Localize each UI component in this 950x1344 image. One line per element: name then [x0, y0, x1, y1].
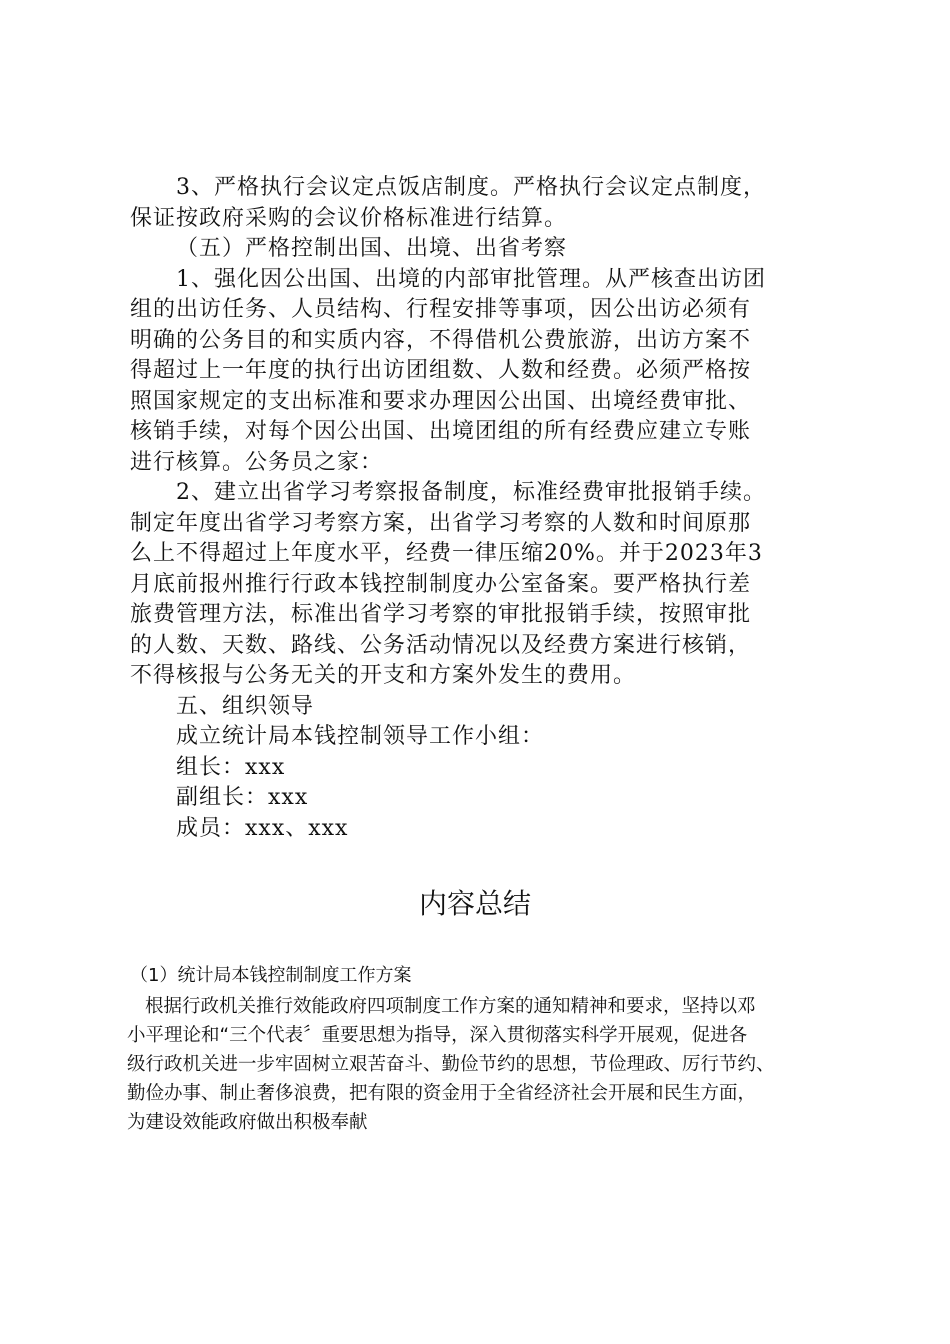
summary-line: 级行政机关进一步牢固树立艰苦奋斗、勤俭节约的思想，节俭理政、厉行节约、	[127, 1054, 775, 1075]
paragraph-line: 么上不得超过上年度水平，经费一律压缩20%。并于2023年3	[130, 541, 763, 566]
paragraph-line: 2、建立出省学习考察报备制度，标准经费审批报销手续。	[176, 480, 766, 505]
members-line: 成员：xxx、xxx	[176, 815, 349, 841]
document-body	[130, 173, 830, 844]
deputy-leader-line: 副组长：xxx	[176, 785, 309, 810]
paragraph-line: 进行核算。公务员之家：	[130, 449, 384, 475]
summary-title: 内容总结	[418, 887, 531, 920]
section-heading: 五、组织领导	[176, 693, 315, 719]
paragraph-line: 组的出访任务、人员结构、行程安排等事项，因公出访必须有	[130, 297, 752, 322]
paragraph-line: 成立统计局本钱控制领导工作小组：	[176, 724, 545, 749]
section-heading: （五）严格控制出国、出境、出省考察	[176, 236, 568, 261]
paragraph-line: 的人数、天数、路线、公务活动情况以及经费方案进行核销，	[130, 632, 752, 658]
paragraph-line: 1、强化因公出国、出境的内部审批管理。从严核查出访团	[176, 266, 766, 292]
paragraph-line: 照国家规定的支出标准和要求办理因公出国、出境经费审批、	[130, 388, 752, 414]
summary-line: 根据行政机关推行效能政府四项制度工作方案的通知精神和要求，坚持以邓	[145, 996, 756, 1017]
summary-line: 小平理论和“三个代表〞重要思想为指导，深入贯彻落实科学开展观，促进各	[127, 1025, 748, 1046]
paragraph-line: 得超过上一年度的执行出访团组数、人数和经费。必须严格按	[130, 358, 752, 383]
paragraph-line: 保证按政府采购的会议价格标准进行结算。	[130, 205, 568, 231]
paragraph-line: 明确的公务目的和实质内容，不得借机公费旅游，出访方案不	[130, 327, 752, 353]
summary-line: 勤俭办事、制止奢侈浪费，把有限的资金用于全省经济社会开展和民生方面，	[127, 1083, 757, 1104]
paragraph-line: 旅费管理方法，标准出省学习考察的审批报销手续，按照审批	[130, 602, 752, 627]
paragraph-line: 核销手续，对每个因公出国、出境团组的所有经费应建立专账	[130, 419, 752, 444]
summary-line: 为建设效能政府做出积极奉献	[127, 1112, 368, 1133]
paragraph-line: 不得核报与公务无关的开支和方案外发生的费用。	[130, 663, 637, 688]
paragraph-line: 3、严格执行会议定点饭店制度。严格执行会议定点制度，	[176, 175, 766, 200]
paragraph-line: 月底前报州推行行政本钱控制制度办公室备案。要严格执行差	[130, 571, 752, 597]
leader-line: 组长：xxx	[176, 754, 286, 780]
summary-body	[127, 992, 847, 1137]
paragraph-line: 制定年度出省学习考察方案，出省学习考察的人数和时间原那	[130, 510, 752, 536]
summary-subtitle: （1）统计局本钱控制制度工作方案	[130, 965, 412, 986]
